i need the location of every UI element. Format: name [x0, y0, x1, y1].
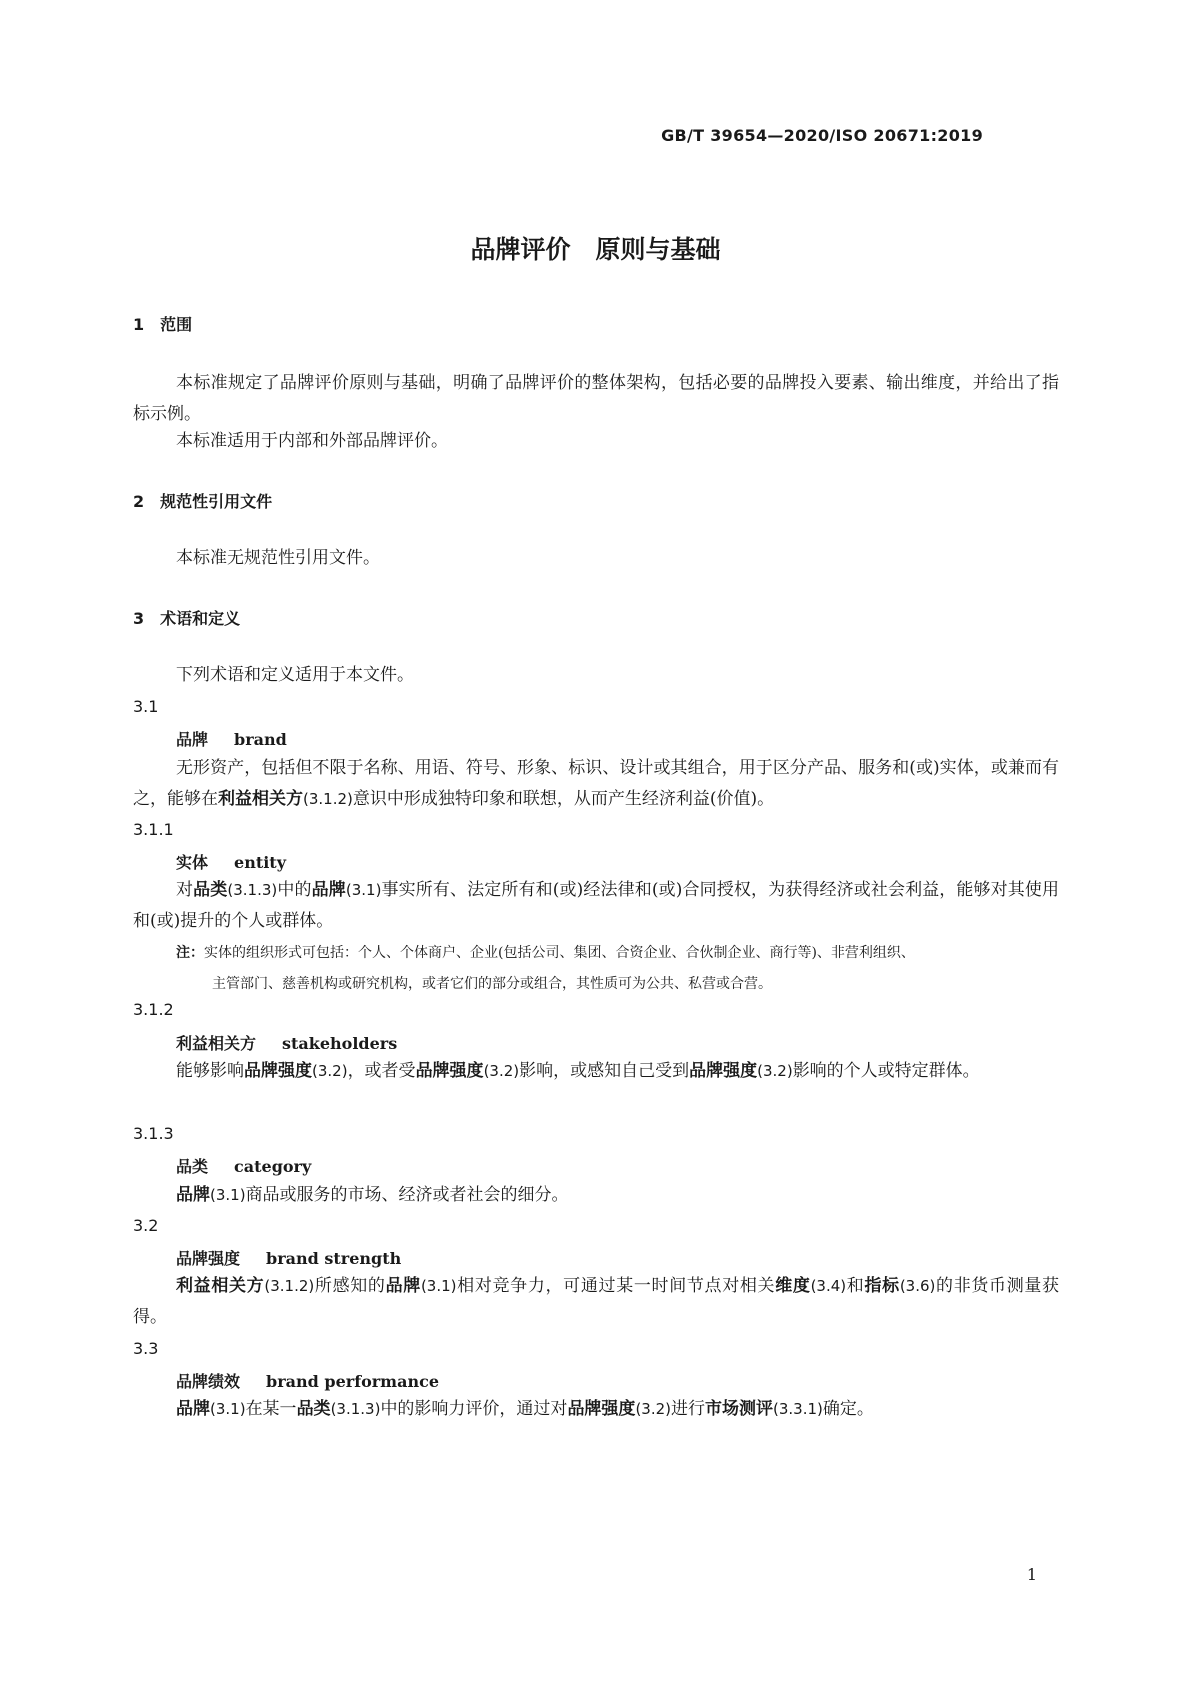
definition-stakeholders: 能够影响品牌强度(3.2)，或者受品牌强度(3.2)影响，或感知自己受到品牌强度(3.2)影响的个人或特定群体。: [176, 1061, 980, 1081]
clause-number: 3.2: [133, 1216, 159, 1235]
clause-number: 3.1.3: [133, 1124, 174, 1143]
term-zh: 品牌绩效: [176, 1372, 241, 1391]
term-en: entity: [234, 853, 286, 872]
section-title: 范围: [160, 315, 193, 334]
term-en: category: [234, 1157, 312, 1176]
term-ref: 品类: [296, 1399, 331, 1419]
term-en: brand performance: [266, 1372, 440, 1391]
term-ref: 品牌: [385, 1276, 421, 1296]
term-ref: 维度: [775, 1276, 811, 1296]
section-heading-terms: [133, 606, 240, 629]
section-title: 规范性引用文件: [160, 492, 273, 511]
term-category: [176, 1154, 311, 1177]
term-ref: 指标: [864, 1276, 900, 1296]
section-number: 3: [133, 609, 145, 628]
terms-intro: 下列术语和定义适用于本文件。: [176, 665, 414, 685]
normative-paragraph: 本标准无规范性引用文件。: [176, 548, 380, 568]
term-en: brand: [234, 730, 287, 749]
term-zh: 利益相关方: [176, 1034, 257, 1053]
definition-brand: 无形资产，包括但不限于名称、用语、符号、形象、标识、设计或其组合，用于区分产品、服务和(或)实体，或兼而有之，能够在利益相关方(3.1.2)意识中形成独特印象和联想，从而产生经济利益(价值)。: [133, 758, 1059, 809]
term-ref: 品类: [193, 880, 228, 900]
term-en: brand strength: [266, 1249, 402, 1268]
page-number: 1: [1026, 1565, 1037, 1584]
term-brand-performance: [176, 1369, 439, 1392]
scope-paragraph-1: 本标准规定了品牌评价原则与基础，明确了品牌评价的整体架构，包括必要的品牌投入要素、输出维度，并给出了指标示例。: [133, 373, 1059, 424]
section-heading-normative: [133, 489, 272, 512]
definition-brand-strength: 利益相关方(3.1.2)所感知的品牌(3.1)相对竞争力，可通过某一时间节点对相关维度(3.4)和指标(3.6)的非货币测量获得。: [133, 1276, 1060, 1327]
clause-number: 3.1.1: [133, 820, 174, 839]
scope-paragraph-2: 本标准适用于内部和外部品牌评价。: [176, 431, 448, 451]
term-ref: 市场测评: [705, 1399, 773, 1419]
term-en: stakeholders: [282, 1034, 398, 1053]
term-entity: [176, 850, 286, 873]
definition-category: 品牌(3.1)商品或服务的市场、经济或者社会的细分。: [176, 1185, 569, 1205]
term-ref: 品牌: [176, 1185, 210, 1205]
term-stakeholders: [176, 1031, 397, 1054]
term-ref: 利益相关方: [176, 1276, 265, 1296]
term-zh: 品牌强度: [176, 1249, 241, 1268]
term-ref: 品牌强度: [415, 1061, 484, 1081]
section-number: 2: [133, 492, 145, 511]
clause-number: 3.1.2: [133, 1000, 174, 1019]
term-brand: [176, 727, 287, 750]
term-ref: 品牌强度: [689, 1061, 758, 1081]
term-ref: 利益相关方: [218, 789, 303, 809]
term-ref: 品牌: [176, 1399, 210, 1419]
term-zh: 实体: [176, 853, 209, 872]
section-heading-scope: [133, 312, 192, 335]
term-brand-strength: [176, 1246, 401, 1269]
definition-entity: 对品类(3.1.3)中的品牌(3.1)事实所有、法定所有和(或)经法律和(或)合同授权，为获得经济或社会利益，能够对其使用和(或)提升的个人或群体。: [133, 880, 1060, 931]
term-ref: 品牌强度: [244, 1061, 312, 1081]
standard-number: GB/T 39654—2020/ISO 20671:2019: [661, 126, 983, 145]
document-title: 品牌评价 原则与基础: [470, 235, 721, 264]
section-number: 1: [133, 315, 145, 334]
section-title: 术语和定义: [160, 609, 241, 628]
note-label: 注：: [176, 945, 204, 961]
clause-number: 3.3: [133, 1339, 159, 1358]
definition-brand-performance: 品牌(3.1)在某一品类(3.1.3)中的影响力评价，通过对品牌强度(3.2)进行市场测评(3.3.1)确定。: [176, 1399, 874, 1419]
term-zh: 品牌: [176, 730, 209, 749]
clause-number: 3.1: [133, 697, 159, 716]
note-entity: 注：实体的组织形式可包括：个人、个体商户、企业(包括公司、集团、合资企业、合伙制企业、商行等)、非营利组织、 主管部门、慈善机构或研究机构，或者它们的部分或组合，其性质可为公共、私营或合营。: [176, 945, 915, 992]
term-ref: 品牌强度: [567, 1399, 636, 1419]
term-ref: 品牌: [311, 880, 346, 900]
term-zh: 品类: [176, 1157, 209, 1176]
